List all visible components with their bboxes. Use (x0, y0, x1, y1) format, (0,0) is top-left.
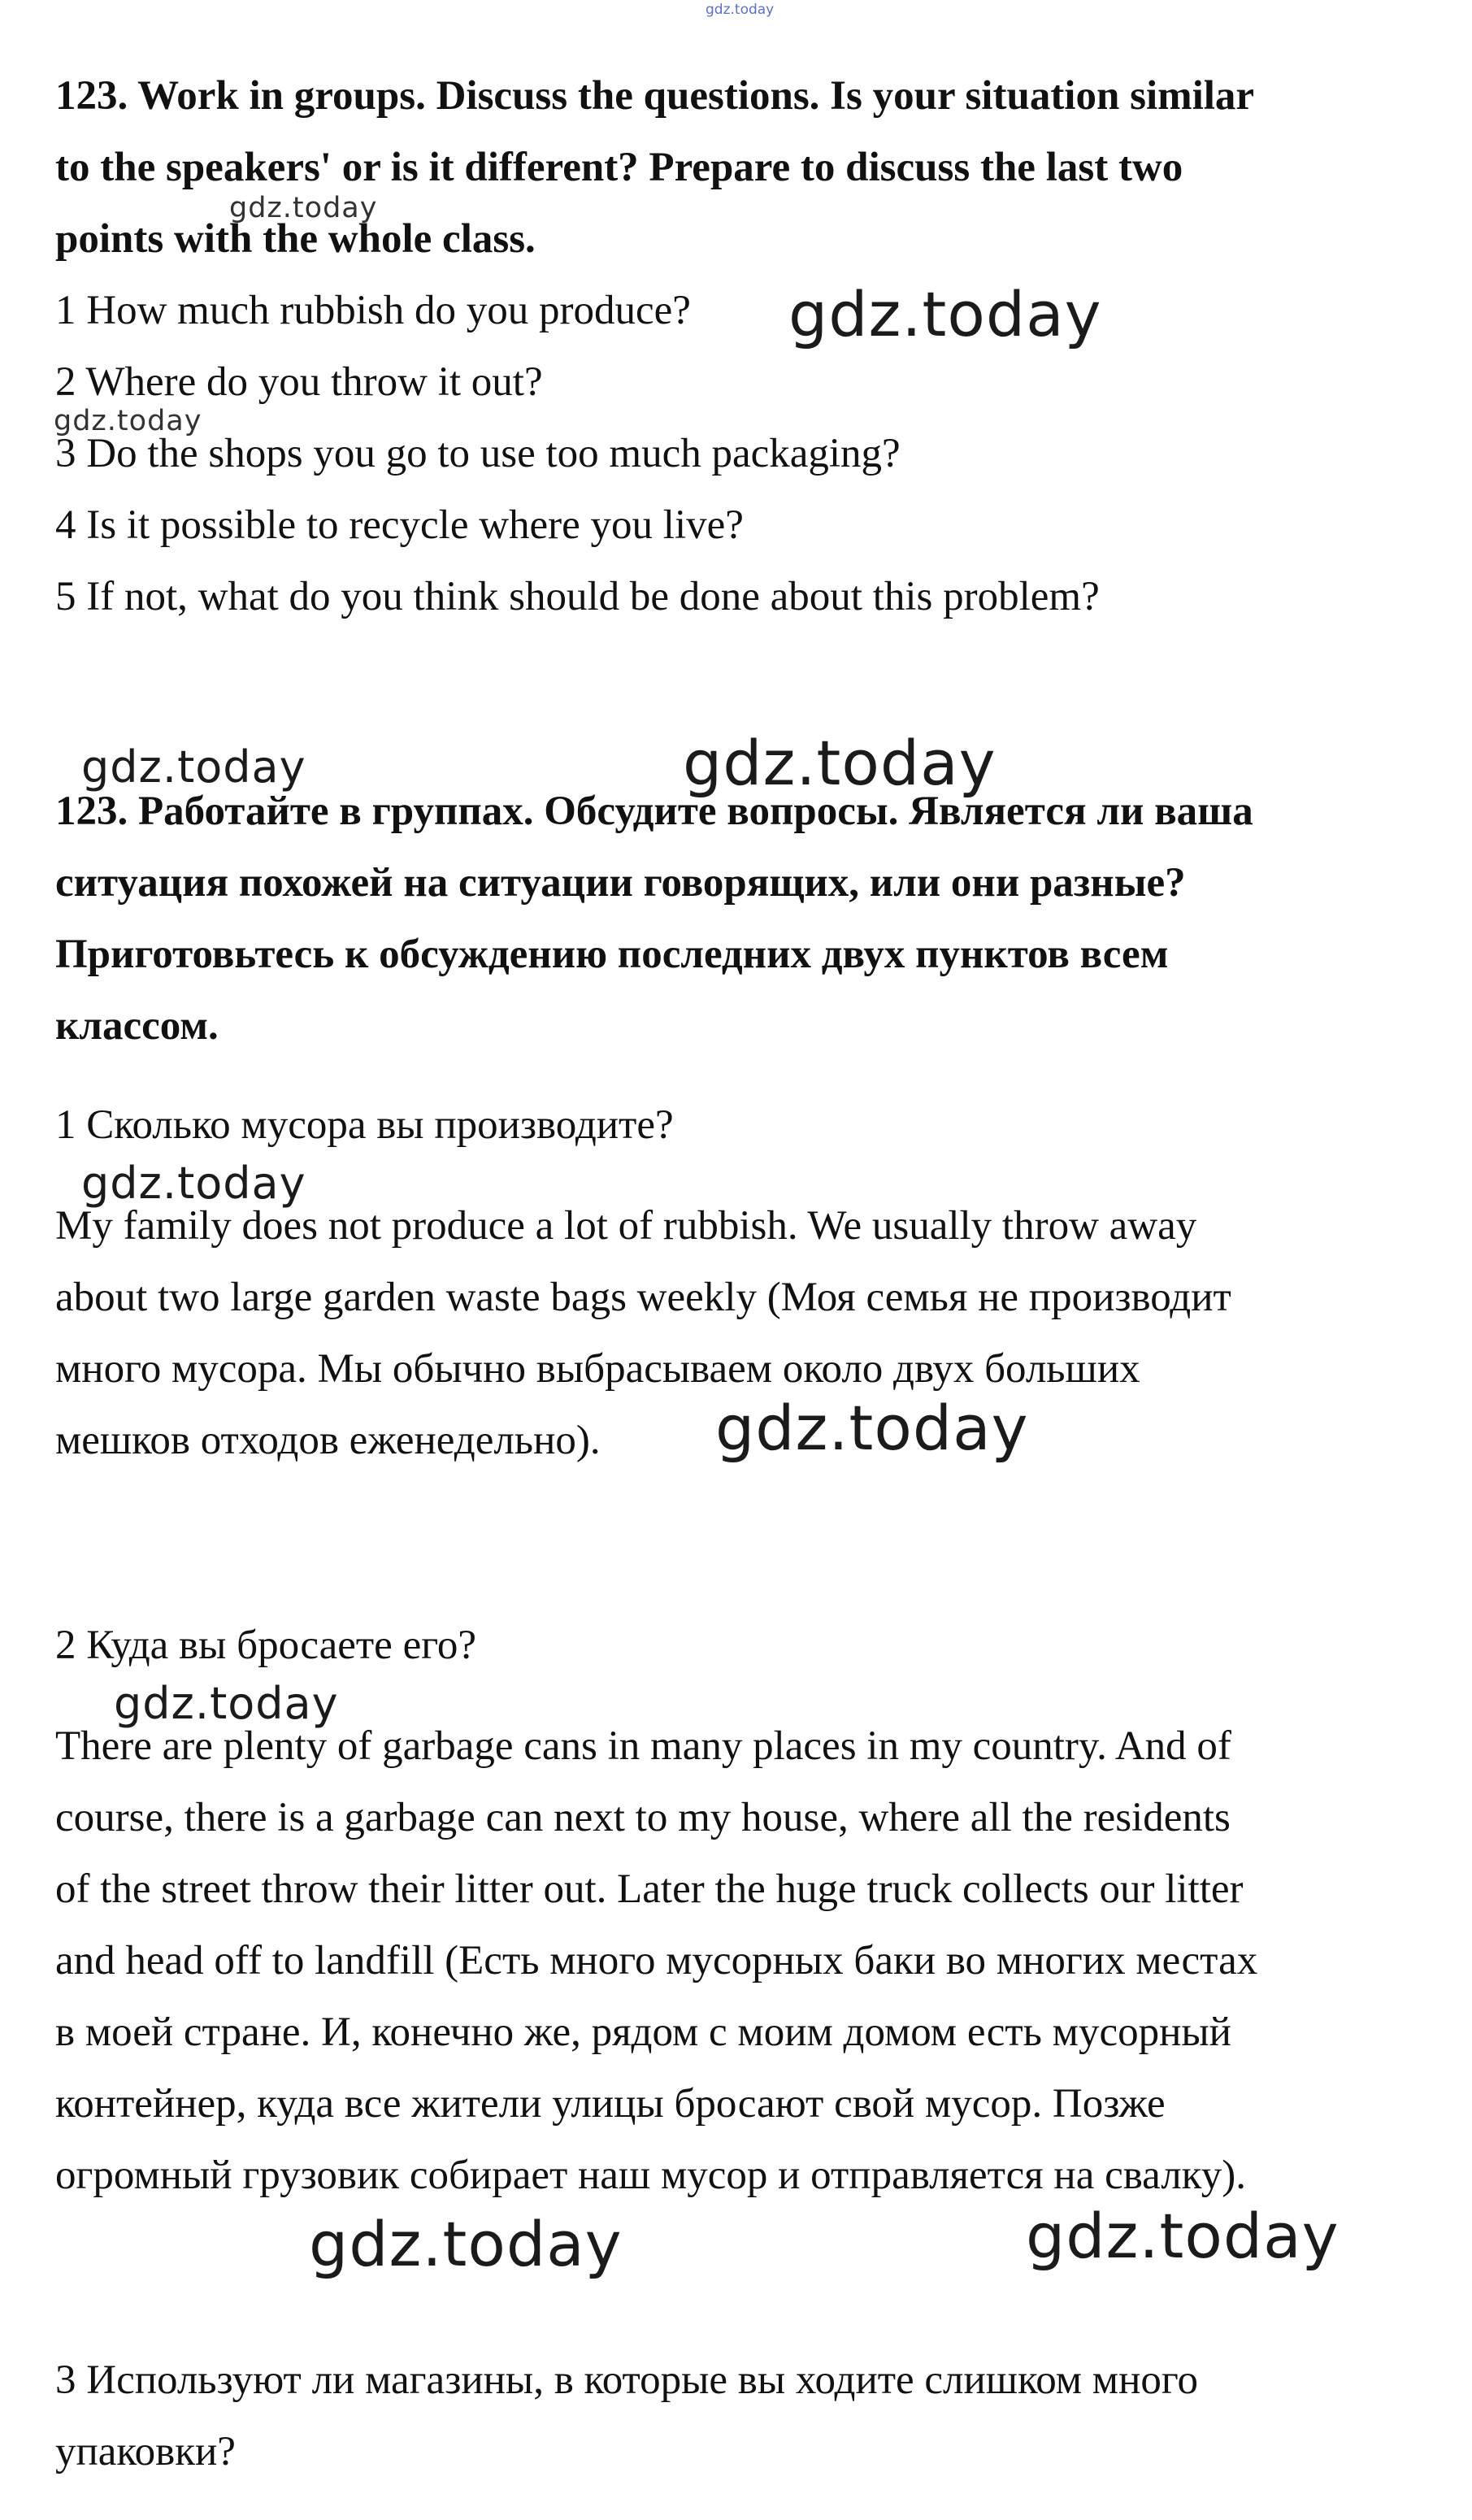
task-en-question-3: 3 Do the shops you go to use too much packaging? (55, 431, 901, 476)
task-en-heading-line-2: to the speakers' or is it different? Prepare to discuss the last two (55, 145, 1183, 190)
answer-2-line: огромный грузовик собирает наш мусор и отправляется на свалку). (55, 2153, 1246, 2198)
watermark-large: gdz.today (309, 2208, 623, 2280)
task-en-question-5: 5 If not, what do you think should be done about this problem? (55, 574, 1100, 619)
task-ru-heading-line-4: классом. (55, 1003, 219, 1049)
watermark-large: gdz.today (1026, 2200, 1340, 2272)
watermark-small: gdz.today (229, 192, 378, 224)
task-en-heading-line-3: points with the whole class. (55, 216, 536, 262)
answer-2-line: of the street throw their litter out. Later the huge truck collects our litter (55, 1866, 1244, 1912)
answer-1-line: мешков отходов еженедельно). (55, 1418, 601, 1463)
task-ru-heading-line-3: Приготовьтесь к обсуждению последних двух пунктов всем (55, 932, 1169, 977)
answer-1-question: 1 Сколько мусора вы производите? (55, 1102, 674, 1148)
answer-1-line: about two large garden waste bags weekly (Моя семья не производит (55, 1275, 1231, 1320)
task-en-question-4: 4 Is it possible to recycle where you live? (55, 502, 744, 548)
task-ru-heading-line-2: ситуация похожей на ситуации говорящих, или они разные? (55, 860, 1186, 906)
watermark-small: gdz.today (54, 405, 202, 437)
answer-2-question: 2 Куда вы бросаете его? (55, 1623, 476, 1668)
answer-1-line: много мусора. Мы обычно выбрасываем около двух больших (55, 1346, 1140, 1392)
answer-2-line: There are plenty of garbage cans in many places in my country. And of (55, 1723, 1231, 1769)
answer-1-line: My family does not produce a lot of rubbish. We usually throw away (55, 1203, 1197, 1249)
answer-2-line: course, there is a garbage can next to my house, where all the residents (55, 1795, 1231, 1840)
task-en-question-1: 1 How much rubbish do you produce? (55, 288, 691, 333)
watermark-medium: gdz.today (81, 741, 306, 793)
answer-2-line: в моей стране. И, конечно же, рядом с моим домом есть мусорный (55, 2009, 1231, 2055)
watermark-large: gdz.today (683, 727, 997, 799)
watermark-medium: gdz.today (114, 1678, 339, 1729)
task-ru-heading-line-1: 123. Работайте в группах. Обсудите вопросы. Является ли ваша (55, 789, 1253, 834)
watermark-medium: gdz.today (81, 1158, 306, 1209)
answer-3-question-line-1: 3 Используют ли магазины, в которые вы ходите слишком много (55, 2357, 1199, 2403)
task-en-question-2: 2 Where do you throw it out? (55, 359, 543, 405)
answer-2-line: контейнер, куда все жители улицы бросают свой мусор. Позже (55, 2081, 1166, 2127)
watermark-large: gdz.today (715, 1392, 1029, 1464)
answer-3-question-line-2: упаковки? (55, 2429, 236, 2474)
task-en-heading-line-1: 123. Work in groups. Discuss the questions. Is your situation similar (55, 73, 1255, 119)
answer-2-line: and head off to landfill (Есть много мусорных баки во многих местах (55, 1938, 1258, 1983)
watermark-large: gdz.today (788, 278, 1102, 350)
top-watermark: gdz.today (706, 2, 775, 18)
